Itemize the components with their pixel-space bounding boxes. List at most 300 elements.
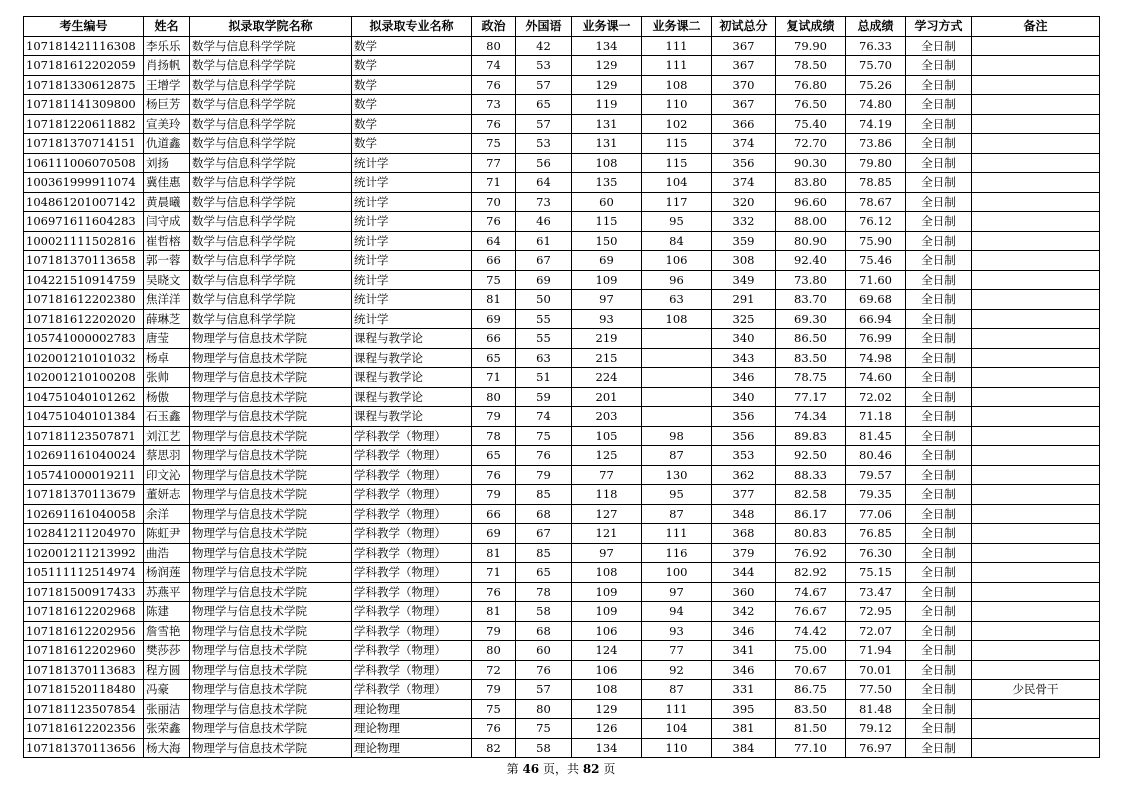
cell-foreign-language: 51 [516,368,572,388]
cell-college: 物理学与信息技术学院 [190,719,352,739]
cell-politics: 76 [472,212,516,232]
cell-study-mode: 全日制 [906,446,972,466]
cell-foreign-language: 55 [516,329,572,349]
cell-subject-two [642,329,712,349]
cell-major: 理论物理 [352,719,472,739]
table-row [24,192,1100,212]
cell-remarks [972,173,1100,193]
cell-foreign-language: 65 [516,563,572,583]
cell-subject-two: 106 [642,251,712,271]
cell-subject-two: 110 [642,738,712,758]
cell-subject-one: 129 [572,699,642,719]
cell-subject-two: 111 [642,36,712,56]
cell-subject-one: 108 [572,153,642,173]
cell-subject-one: 135 [572,173,642,193]
cell-politics: 81 [472,543,516,563]
cell-major: 统计学 [352,192,472,212]
cell-politics: 82 [472,738,516,758]
table-row [24,524,1100,544]
cell-prelim-total: 341 [712,641,776,661]
cell-major: 数学 [352,75,472,95]
total-page-count: 82 [582,762,600,776]
cell-foreign-language: 64 [516,173,572,193]
cell-college: 数学与信息科学学院 [190,95,352,115]
cell-name: 闫守成 [144,212,190,232]
cell-retest-score: 83.80 [776,173,846,193]
cell-politics: 76 [472,75,516,95]
cell-politics: 69 [472,309,516,329]
cell-subject-one: 69 [572,251,642,271]
cell-subject-one: 219 [572,329,642,349]
cell-prelim-total: 374 [712,134,776,154]
cell-name: 杨卓 [144,348,190,368]
cell-final-score: 78.67 [846,192,906,212]
cell-candidate-id: 107181612202059 [24,56,144,76]
cell-retest-score: 76.80 [776,75,846,95]
cell-politics: 76 [472,582,516,602]
column-header-major: 拟录取专业名称 [352,17,472,37]
cell-subject-two: 63 [642,290,712,310]
cell-final-score: 70.01 [846,660,906,680]
cell-prelim-total: 353 [712,446,776,466]
table-row [24,582,1100,602]
cell-final-score: 76.12 [846,212,906,232]
column-header-final-score: 总成绩 [846,17,906,37]
table-row [24,153,1100,173]
cell-subject-one: 126 [572,719,642,739]
cell-study-mode: 全日制 [906,563,972,583]
cell-politics: 72 [472,660,516,680]
cell-retest-score: 70.67 [776,660,846,680]
table-row [24,426,1100,446]
cell-foreign-language: 73 [516,192,572,212]
cell-name: 杨巨芳 [144,95,190,115]
table-row [24,407,1100,427]
cell-subject-two: 87 [642,446,712,466]
table-row [24,95,1100,115]
table-row [24,56,1100,76]
cell-study-mode: 全日制 [906,114,972,134]
cell-study-mode: 全日制 [906,75,972,95]
cell-candidate-id: 107181220611882 [24,114,144,134]
cell-subject-one: 119 [572,95,642,115]
cell-politics: 65 [472,446,516,466]
cell-final-score: 77.06 [846,504,906,524]
cell-study-mode: 全日制 [906,192,972,212]
cell-prelim-total: 384 [712,738,776,758]
cell-prelim-total: 346 [712,368,776,388]
cell-remarks [972,641,1100,661]
cell-subject-two: 77 [642,641,712,661]
cell-foreign-language: 56 [516,153,572,173]
cell-college: 物理学与信息技术学院 [190,465,352,485]
cell-college: 数学与信息科学学院 [190,251,352,271]
table-row [24,173,1100,193]
cell-subject-two: 111 [642,699,712,719]
table-row [24,212,1100,232]
cell-prelim-total: 340 [712,329,776,349]
cell-retest-score: 80.83 [776,524,846,544]
cell-foreign-language: 58 [516,738,572,758]
footer-prefix: 第 [506,762,519,776]
cell-subject-one: 127 [572,504,642,524]
table-row [24,485,1100,505]
cell-study-mode: 全日制 [906,504,972,524]
cell-study-mode: 全日制 [906,270,972,290]
cell-name: 仇道鑫 [144,134,190,154]
cell-prelim-total: 342 [712,602,776,622]
cell-candidate-id: 107181612202956 [24,621,144,641]
cell-final-score: 76.30 [846,543,906,563]
cell-subject-two: 84 [642,231,712,251]
cell-politics: 66 [472,504,516,524]
cell-remarks [972,543,1100,563]
cell-major: 数学 [352,114,472,134]
cell-remarks [972,134,1100,154]
cell-subject-two: 87 [642,680,712,700]
cell-retest-score: 78.50 [776,56,846,76]
table-row [24,719,1100,739]
cell-remarks [972,192,1100,212]
cell-politics: 75 [472,699,516,719]
cell-college: 物理学与信息技术学院 [190,504,352,524]
cell-prelim-total: 362 [712,465,776,485]
cell-final-score: 66.94 [846,309,906,329]
cell-college: 数学与信息科学学院 [190,309,352,329]
cell-name: 樊莎莎 [144,641,190,661]
cell-college: 物理学与信息技术学院 [190,660,352,680]
cell-name: 李乐乐 [144,36,190,56]
cell-subject-one: 60 [572,192,642,212]
cell-prelim-total: 367 [712,95,776,115]
table-row [24,251,1100,271]
cell-prelim-total: 340 [712,387,776,407]
cell-name: 唐莹 [144,329,190,349]
cell-final-score: 72.02 [846,387,906,407]
table-row [24,543,1100,563]
cell-prelim-total: 367 [712,56,776,76]
cell-college: 物理学与信息技术学院 [190,738,352,758]
cell-final-score: 75.46 [846,251,906,271]
cell-foreign-language: 75 [516,719,572,739]
cell-college: 物理学与信息技术学院 [190,680,352,700]
cell-remarks [972,290,1100,310]
cell-retest-score: 74.42 [776,621,846,641]
table-row [24,114,1100,134]
cell-study-mode: 全日制 [906,602,972,622]
cell-name: 余洋 [144,504,190,524]
cell-name: 杨傲 [144,387,190,407]
cell-candidate-id: 102001210100208 [24,368,144,388]
cell-politics: 66 [472,251,516,271]
footer-middle: 页，共 [542,762,579,776]
cell-major: 统计学 [352,173,472,193]
cell-study-mode: 全日制 [906,738,972,758]
cell-candidate-id: 107181520118480 [24,680,144,700]
cell-final-score: 76.85 [846,524,906,544]
cell-subject-one: 121 [572,524,642,544]
column-header-subject-one: 业务课一 [572,17,642,37]
cell-candidate-id: 106111006070508 [24,153,144,173]
cell-college: 数学与信息科学学院 [190,231,352,251]
cell-retest-score: 76.92 [776,543,846,563]
cell-foreign-language: 60 [516,641,572,661]
table-row [24,660,1100,680]
table-row [24,738,1100,758]
cell-subject-one: 129 [572,56,642,76]
cell-college: 物理学与信息技术学院 [190,387,352,407]
footer-suffix: 页 [603,762,616,776]
cell-subject-two: 130 [642,465,712,485]
cell-retest-score: 82.58 [776,485,846,505]
cell-name: 苏燕平 [144,582,190,602]
cell-candidate-id: 107181612202380 [24,290,144,310]
cell-study-mode: 全日制 [906,641,972,661]
cell-subject-two: 87 [642,504,712,524]
cell-candidate-id: 100361999911074 [24,173,144,193]
cell-subject-two: 102 [642,114,712,134]
cell-subject-two [642,387,712,407]
cell-retest-score: 88.00 [776,212,846,232]
cell-name: 石玉鑫 [144,407,190,427]
cell-subject-two: 94 [642,602,712,622]
cell-subject-one: 97 [572,290,642,310]
cell-remarks [972,426,1100,446]
cell-major: 统计学 [352,251,472,271]
cell-subject-one: 131 [572,114,642,134]
cell-remarks [972,738,1100,758]
cell-foreign-language: 76 [516,446,572,466]
cell-foreign-language: 78 [516,582,572,602]
cell-politics: 77 [472,153,516,173]
cell-final-score: 74.80 [846,95,906,115]
cell-politics: 71 [472,563,516,583]
cell-candidate-id: 102691161040024 [24,446,144,466]
cell-college: 数学与信息科学学院 [190,192,352,212]
cell-subject-two: 93 [642,621,712,641]
cell-candidate-id: 102001211213992 [24,543,144,563]
table-row [24,680,1100,700]
cell-prelim-total: 395 [712,699,776,719]
cell-remarks [972,231,1100,251]
cell-prelim-total: 359 [712,231,776,251]
cell-college: 数学与信息科学学院 [190,56,352,76]
cell-foreign-language: 57 [516,680,572,700]
cell-major: 学科教学（物理） [352,641,472,661]
cell-retest-score: 90.30 [776,153,846,173]
cell-subject-one: 108 [572,680,642,700]
cell-politics: 81 [472,602,516,622]
cell-retest-score: 92.50 [776,446,846,466]
table-row [24,36,1100,56]
column-header-retest-score: 复试成绩 [776,17,846,37]
cell-politics: 79 [472,485,516,505]
cell-study-mode: 全日制 [906,660,972,680]
table-row [24,641,1100,661]
cell-candidate-id: 107181141309800 [24,95,144,115]
cell-major: 学科教学（物理） [352,660,472,680]
cell-candidate-id: 107181330612875 [24,75,144,95]
cell-remarks [972,368,1100,388]
cell-candidate-id: 107181370714151 [24,134,144,154]
cell-college: 物理学与信息技术学院 [190,699,352,719]
cell-study-mode: 全日制 [906,543,972,563]
cell-politics: 71 [472,173,516,193]
cell-subject-one: 106 [572,660,642,680]
cell-politics: 69 [472,524,516,544]
cell-prelim-total: 320 [712,192,776,212]
cell-foreign-language: 57 [516,75,572,95]
admission-roster [23,16,1100,758]
cell-major: 学科教学（物理） [352,543,472,563]
cell-name: 杨大海 [144,738,190,758]
cell-final-score: 75.90 [846,231,906,251]
cell-prelim-total: 344 [712,563,776,583]
cell-college: 数学与信息科学学院 [190,153,352,173]
cell-final-score: 71.60 [846,270,906,290]
cell-remarks [972,114,1100,134]
cell-college: 物理学与信息技术学院 [190,582,352,602]
cell-study-mode: 全日制 [906,251,972,271]
cell-subject-two: 115 [642,153,712,173]
table-row [24,134,1100,154]
cell-retest-score: 86.17 [776,504,846,524]
column-header-college: 拟录取学院名称 [190,17,352,37]
cell-foreign-language: 79 [516,465,572,485]
cell-politics: 80 [472,641,516,661]
cell-subject-one: 215 [572,348,642,368]
cell-candidate-id: 107181612202968 [24,602,144,622]
cell-politics: 76 [472,465,516,485]
page-footer [0,760,1122,777]
cell-subject-one: 109 [572,602,642,622]
cell-politics: 78 [472,426,516,446]
cell-subject-two: 95 [642,485,712,505]
cell-final-score: 69.68 [846,290,906,310]
cell-foreign-language: 59 [516,387,572,407]
cell-study-mode: 全日制 [906,309,972,329]
cell-remarks [972,56,1100,76]
cell-retest-score: 77.10 [776,738,846,758]
cell-final-score: 75.15 [846,563,906,583]
cell-remarks: 少民骨干 [972,680,1100,700]
cell-foreign-language: 69 [516,270,572,290]
cell-prelim-total: 379 [712,543,776,563]
cell-retest-score: 83.70 [776,290,846,310]
cell-final-score: 77.50 [846,680,906,700]
cell-major: 课程与教学论 [352,348,472,368]
cell-subject-two: 115 [642,134,712,154]
cell-subject-two: 96 [642,270,712,290]
column-header-study-mode: 学习方式 [906,17,972,37]
admission-table [23,16,1100,758]
cell-subject-two: 95 [642,212,712,232]
cell-remarks [972,660,1100,680]
cell-prelim-total: 356 [712,153,776,173]
cell-remarks [972,212,1100,232]
cell-study-mode: 全日制 [906,212,972,232]
cell-subject-two [642,348,712,368]
cell-politics: 71 [472,368,516,388]
cell-major: 课程与教学论 [352,387,472,407]
cell-prelim-total: 308 [712,251,776,271]
cell-final-score: 79.57 [846,465,906,485]
cell-foreign-language: 58 [516,602,572,622]
column-header-prelim-total: 初试总分 [712,17,776,37]
cell-politics: 81 [472,290,516,310]
cell-prelim-total: 374 [712,173,776,193]
cell-foreign-language: 85 [516,485,572,505]
cell-candidate-id: 102841211204970 [24,524,144,544]
cell-subject-two: 111 [642,524,712,544]
cell-remarks [972,329,1100,349]
cell-final-score: 81.48 [846,699,906,719]
cell-prelim-total: 377 [712,485,776,505]
cell-remarks [972,407,1100,427]
cell-final-score: 74.98 [846,348,906,368]
cell-subject-one: 115 [572,212,642,232]
cell-foreign-language: 53 [516,56,572,76]
cell-final-score: 74.60 [846,368,906,388]
cell-name: 詹雪艳 [144,621,190,641]
cell-subject-two: 97 [642,582,712,602]
cell-candidate-id: 107181123507871 [24,426,144,446]
cell-college: 数学与信息科学学院 [190,212,352,232]
cell-college: 物理学与信息技术学院 [190,368,352,388]
cell-remarks [972,719,1100,739]
cell-study-mode: 全日制 [906,290,972,310]
cell-name: 焦洋洋 [144,290,190,310]
cell-major: 学科教学（物理） [352,446,472,466]
cell-prelim-total: 348 [712,504,776,524]
cell-study-mode: 全日制 [906,465,972,485]
cell-study-mode: 全日制 [906,368,972,388]
cell-prelim-total: 381 [712,719,776,739]
cell-retest-score: 74.34 [776,407,846,427]
cell-prelim-total: 331 [712,680,776,700]
cell-study-mode: 全日制 [906,134,972,154]
cell-subject-two [642,368,712,388]
cell-candidate-id: 100021111502816 [24,231,144,251]
cell-candidate-id: 104751040101262 [24,387,144,407]
cell-college: 物理学与信息技术学院 [190,485,352,505]
cell-remarks [972,251,1100,271]
cell-subject-one: 97 [572,543,642,563]
cell-subject-one: 129 [572,75,642,95]
cell-study-mode: 全日制 [906,719,972,739]
cell-final-score: 78.85 [846,173,906,193]
cell-retest-score: 86.50 [776,329,846,349]
cell-final-score: 75.70 [846,56,906,76]
cell-politics: 65 [472,348,516,368]
cell-prelim-total: 368 [712,524,776,544]
cell-final-score: 73.47 [846,582,906,602]
cell-remarks [972,95,1100,115]
cell-final-score: 74.19 [846,114,906,134]
cell-foreign-language: 53 [516,134,572,154]
cell-major: 统计学 [352,290,472,310]
cell-major: 数学 [352,36,472,56]
cell-final-score: 73.86 [846,134,906,154]
table-row [24,699,1100,719]
cell-politics: 75 [472,134,516,154]
cell-major: 学科教学（物理） [352,563,472,583]
cell-college: 数学与信息科学学院 [190,36,352,56]
cell-subject-one: 93 [572,309,642,329]
cell-retest-score: 88.33 [776,465,846,485]
cell-name: 印文沁 [144,465,190,485]
cell-politics: 76 [472,719,516,739]
